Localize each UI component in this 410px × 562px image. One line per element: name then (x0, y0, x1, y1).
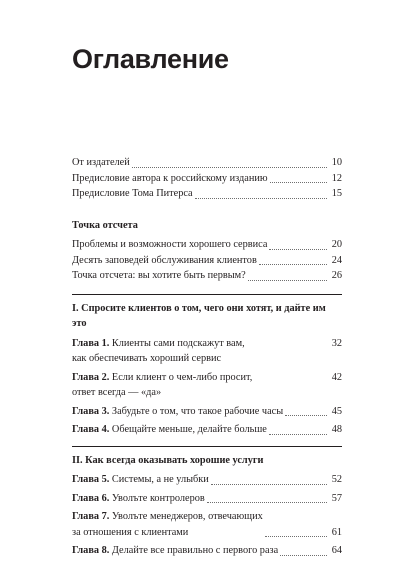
chapter-title-cont: за отношения с клиентами (72, 526, 189, 538)
dot-leader (248, 280, 327, 281)
entry-title: Десять заповедей обслуживания клиентов (72, 254, 257, 266)
chapter-title: Системы, а не улыбки (111, 474, 209, 485)
page-title: Оглавление (72, 44, 229, 74)
chapter-label: Глава 7. (72, 511, 110, 522)
chapter-title: Уволъте контролеров (111, 492, 205, 504)
section-heading: Точка отсчета (72, 219, 138, 231)
entry-page: 15 (331, 188, 342, 199)
dot-leader (132, 167, 327, 168)
toc-entry (72, 472, 342, 488)
toc-entry (72, 155, 342, 171)
table-of-contents (72, 155, 342, 562)
entry-page: 32 (331, 337, 342, 349)
chapter-label: Глава 3. (72, 405, 110, 417)
chapter-title: Обещайте меньше, делайте больше (111, 424, 267, 435)
dot-leader (211, 484, 327, 485)
chapter-title: Клиенты сами подскажут вам, (111, 337, 245, 349)
toc-entry (72, 171, 342, 187)
dot-leader (285, 415, 327, 416)
dot-leader (280, 555, 327, 556)
section-divider (72, 294, 342, 295)
part-heading: I. Спросите клиентов о том, чего они хотят, и дайте им это (72, 302, 326, 329)
entry-title (72, 472, 209, 488)
chapter-title: Если клиент о чем-либо просит, (111, 371, 253, 383)
chapter-label: Глава 5. (72, 474, 110, 485)
dot-leader (265, 536, 327, 537)
toc-entry (72, 509, 342, 540)
dot-leader (269, 249, 327, 250)
toc-entry (72, 186, 342, 202)
entry-title (72, 543, 278, 559)
entry-page: 57 (331, 492, 342, 504)
dot-leader (207, 502, 327, 503)
chapter-label: Глава 4. (72, 424, 110, 435)
entry-title (72, 509, 263, 540)
dot-leader (259, 264, 327, 265)
toc-entry (72, 237, 342, 253)
toc-entry (72, 422, 342, 438)
entry-page: 42 (331, 371, 342, 383)
entry-page: 24 (331, 254, 342, 266)
entry-page: 64 (331, 545, 342, 556)
entry-page: 10 (331, 157, 342, 168)
chapter-label: Глава 6. (72, 492, 110, 504)
entry-page: 20 (331, 239, 342, 250)
toc-entry (72, 336, 342, 367)
dot-leader (195, 198, 327, 199)
part-heading: II. Как всегда оказывать хорошие услуги (72, 454, 264, 466)
chapter-title: Забудьте о том, что такое рабочие часы (111, 405, 284, 417)
entry-title (72, 491, 205, 507)
toc-entry (72, 491, 342, 507)
entry-title: Предисловие Тома Питерса (72, 188, 193, 199)
entry-page: 52 (331, 474, 342, 485)
chapter-label: Глава 8. (72, 545, 110, 556)
chapter-title: Делайте все правильно с первого раза (111, 545, 279, 556)
chapter-label: Глава 2. (72, 371, 110, 383)
entry-title (72, 422, 267, 438)
entry-title: От издателей (72, 157, 130, 168)
entry-title: Проблемы и возможности хорошего сервиса (72, 239, 268, 250)
section-divider (72, 446, 342, 447)
entry-page: 61 (331, 526, 342, 538)
entry-title: Точка отсчета: вы хотите быть первым? (72, 270, 246, 281)
chapter-title-cont: ответ всегда — «да» (72, 387, 162, 398)
entry-title (72, 336, 245, 367)
dot-leader (269, 434, 327, 435)
entry-page: 45 (331, 405, 342, 417)
entry-page: 12 (331, 172, 342, 184)
toc-entry (72, 268, 342, 284)
toc-entry (72, 253, 342, 269)
chapter-label: Глава 1. (72, 337, 110, 349)
toc-entry (72, 543, 342, 559)
entry-title: Предисловие автора к российскому изданию (72, 172, 268, 184)
chapter-title-cont: как обеспечивать хороший сервис (72, 353, 222, 364)
toc-entry (72, 404, 342, 420)
entry-page: 48 (331, 424, 342, 435)
toc-entry (72, 370, 342, 401)
entry-title (72, 370, 252, 401)
chapter-title: Уволъте менеджеров, отвечающих (111, 511, 263, 522)
entry-page: 26 (331, 270, 342, 281)
dot-leader (270, 182, 327, 183)
entry-title (72, 404, 283, 420)
